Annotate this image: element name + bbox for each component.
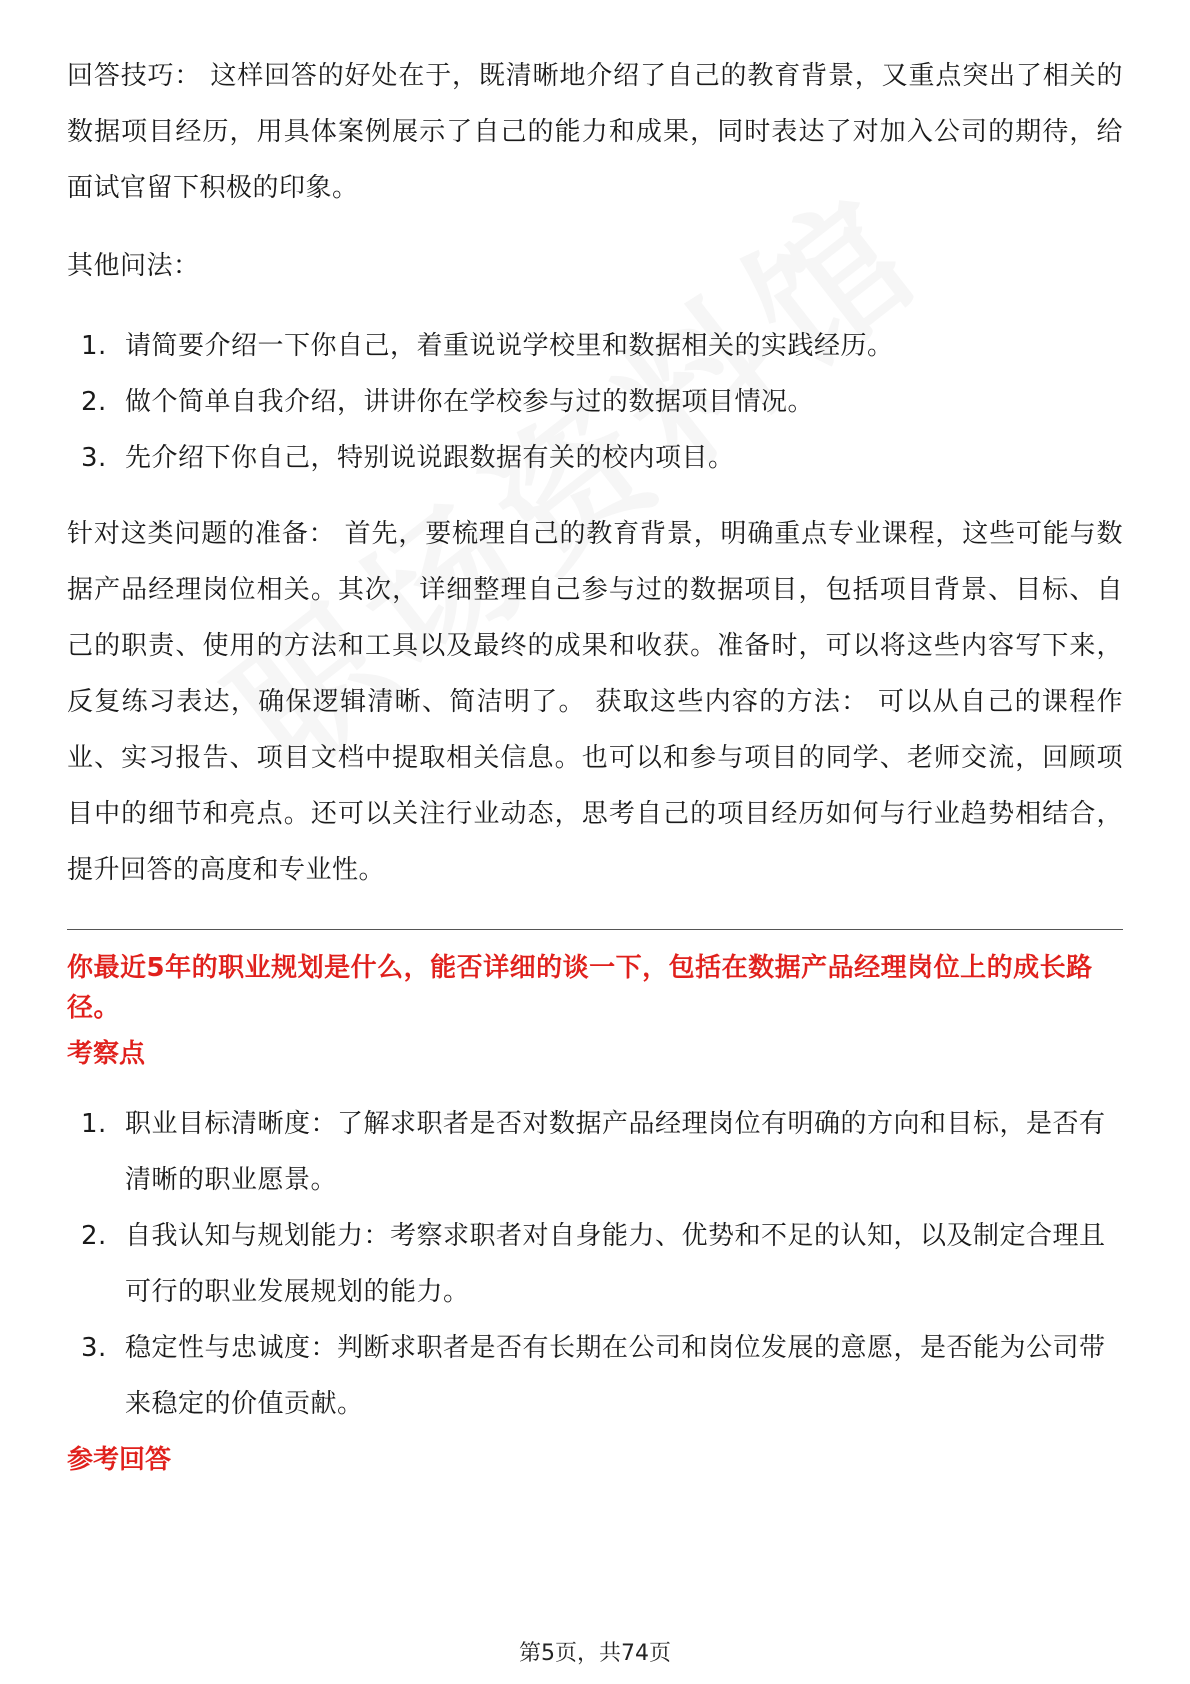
- list-item: [67, 430, 1123, 486]
- answer-tips-paragraph: 回答技巧： 这样回答的好处在于，既清晰地介绍了自己的教育背景，又重点突出了相关的数据项目经历，用具体案例展示了自己的能力和成果，同时表达了对加入公司的期待，给面试官留下积极的印象。: [67, 61, 1123, 203]
- list-item-number: 2.: [81, 1221, 107, 1251]
- other-questions-label: 其他问法：: [67, 251, 200, 281]
- section-divider: [67, 929, 1123, 930]
- list-item-number: 1.: [81, 331, 107, 361]
- page-number-footer: 第5页，共74页: [519, 1641, 671, 1666]
- list-item: [67, 1320, 1123, 1432]
- list-item-text: 先介绍下你自己，特别说说跟数据有关的校内项目。: [125, 443, 735, 473]
- key-points-list: [67, 1096, 1123, 1432]
- list-item-number: 2.: [81, 387, 107, 417]
- list-item-number: 1.: [81, 1109, 107, 1139]
- document-page: [67, 0, 1123, 1684]
- list-item-number: 3.: [81, 443, 107, 473]
- reference-answer-label: 参考回答: [67, 1445, 172, 1475]
- list-item: [67, 318, 1123, 374]
- list-item-number: 3.: [81, 1333, 107, 1363]
- preparation-paragraph: 针对这类问题的准备： 首先，要梳理自己的教育背景，明确重点专业课程，这些可能与数据产品经理岗位相关。其次，详细整理自己参与过的数据项目，包括项目背景、目标、自己的职责、使用的方法和工具以及最终的成果和收获。准备时，可以将这些内容写下来，反复练习表达，确保逻辑清晰、简洁明了。 获取这些内容的方法： 可以从自己的课程作业、实习报告、项目文档中提取相关信息。也可以和参与项目的同学、老师交流，回顾项目中的细节和亮点。还可以关注行业动态，思考自己的项目经历如何与行业趋势相结合，提升回答的高度和专业性。: [67, 519, 1123, 885]
- list-item: [67, 1208, 1123, 1320]
- question-title: 你最近5年的职业规划是什么，能否详细的谈一下，包括在数据产品经理岗位上的成长路径。: [67, 953, 1093, 1023]
- list-item-text: 职业目标清晰度：了解求职者是否对数据产品经理岗位有明确的方向和目标，是否有清晰的职业愿景。: [125, 1109, 1106, 1195]
- list-item-text: 做个简单自我介绍，讲讲你在学校参与过的数据项目情况。: [125, 387, 815, 417]
- list-item-text: 自我认知与规划能力：考察求职者对自身能力、优势和不足的认知，以及制定合理且可行的职业发展规划的能力。: [125, 1221, 1106, 1307]
- other-questions-list: [67, 318, 1123, 486]
- list-item-text: 稳定性与忠诚度：判断求职者是否有长期在公司和岗位发展的意愿，是否能为公司带来稳定的价值贡献。: [125, 1333, 1106, 1419]
- list-item-text: 请简要介绍一下你自己，着重说说学校里和数据相关的实践经历。: [125, 331, 894, 361]
- key-points-label: 考察点: [67, 1039, 146, 1069]
- list-item: [67, 374, 1123, 430]
- list-item: [67, 1096, 1123, 1208]
